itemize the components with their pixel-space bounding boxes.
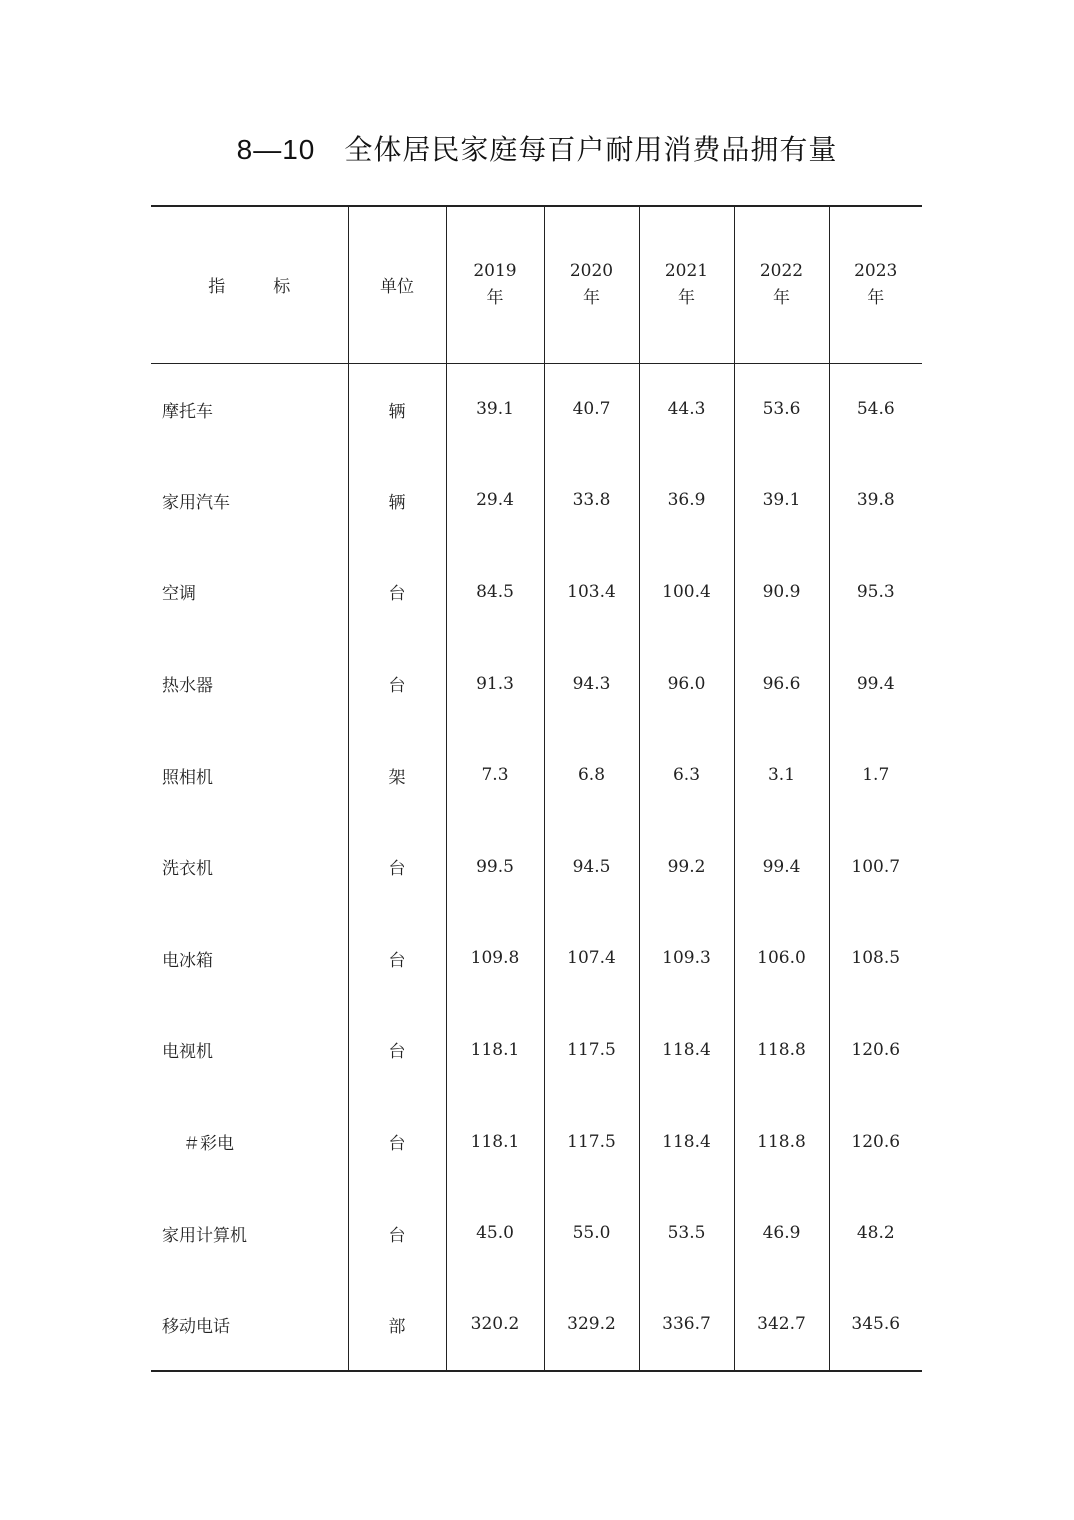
row-unit: 台 [348, 913, 446, 1005]
header-row [151, 206, 922, 363]
row-value-2021: 53.5 [639, 1187, 734, 1279]
table-row [151, 821, 922, 913]
row-value-2020: 6.8 [544, 729, 639, 821]
row-value-2020: 117.5 [544, 1096, 639, 1188]
row-value-2023: 54.6 [829, 363, 922, 455]
table-row [151, 1096, 922, 1188]
statistics-table [151, 205, 922, 1372]
row-value-2021: 6.3 [639, 729, 734, 821]
row-value-2022: 342.7 [734, 1279, 829, 1371]
table-row [151, 1187, 922, 1279]
row-value-2022: 90.9 [734, 546, 829, 638]
row-indicator-name: 家用计算机 [162, 1225, 247, 1246]
row-value-2022: 46.9 [734, 1187, 829, 1279]
row-value-2022: 53.6 [734, 363, 829, 455]
row-value-2021: 96.0 [639, 638, 734, 730]
header-year-2023 [829, 206, 922, 363]
row-value-2020: 94.5 [544, 821, 639, 913]
header-year-number: 2022 [759, 260, 804, 281]
row-indicator-name: ＃彩电 [183, 1134, 234, 1155]
header-year-suffix: 年 [486, 287, 504, 308]
row-indicator-name: 家用汽车 [162, 492, 230, 513]
row-value-2019: 99.5 [446, 821, 544, 913]
row-value-2020: 103.4 [544, 546, 639, 638]
header-indicator [151, 206, 348, 363]
header-year-2021 [639, 206, 734, 363]
row-indicator-name: 热水器 [162, 676, 213, 697]
row-value-2019: 7.3 [446, 729, 544, 821]
row-value-2019: 109.8 [446, 913, 544, 1005]
header-year-suffix: 年 [583, 287, 600, 308]
row-value-2022: 3.1 [734, 729, 829, 821]
row-indicator-name: 空调 [162, 584, 196, 605]
row-value-2023: 99.4 [829, 638, 922, 730]
header-unit: 单位 [348, 206, 446, 363]
header-year-number: 2019 [473, 260, 517, 281]
row-value-2022: 118.8 [734, 1096, 829, 1188]
row-value-2023: 100.7 [829, 821, 922, 913]
header-year-suffix: 年 [678, 287, 695, 308]
row-unit: 架 [348, 729, 446, 821]
row-value-2022: 39.1 [734, 455, 829, 547]
table-row [151, 913, 922, 1005]
row-value-2021: 118.4 [639, 1004, 734, 1096]
table-row [151, 729, 922, 821]
row-value-2019: 39.1 [446, 363, 544, 455]
row-indicator-name: 洗衣机 [162, 859, 213, 880]
table-row [151, 455, 922, 547]
table-row [151, 1279, 922, 1371]
header-year-suffix: 年 [773, 287, 790, 308]
row-value-2021: 336.7 [639, 1279, 734, 1371]
row-value-2023: 345.6 [829, 1279, 922, 1371]
row-unit: 部 [348, 1279, 446, 1371]
row-indicator-name: 电冰箱 [162, 950, 213, 971]
table-title: 8—10 全体居民家庭每百户耐用消费品拥有量 [236, 134, 838, 165]
row-value-2020: 55.0 [544, 1187, 639, 1279]
row-value-2019: 45.0 [446, 1187, 544, 1279]
row-indicator-name: 电视机 [162, 1042, 213, 1063]
row-value-2019: 29.4 [446, 455, 544, 547]
row-unit: 台 [348, 821, 446, 913]
row-value-2023: 120.6 [829, 1004, 922, 1096]
row-unit: 台 [348, 638, 446, 730]
row-value-2020: 94.3 [544, 638, 639, 730]
table-row [151, 363, 922, 455]
row-value-2019: 118.1 [446, 1096, 544, 1188]
row-value-2020: 107.4 [544, 913, 639, 1005]
row-value-2021: 44.3 [639, 363, 734, 455]
row-value-2022: 106.0 [734, 913, 829, 1005]
row-unit: 辆 [348, 455, 446, 547]
row-value-2022: 99.4 [734, 821, 829, 913]
row-value-2023: 39.8 [829, 455, 922, 547]
row-unit: 台 [348, 546, 446, 638]
header-indicator-right: 标 [273, 277, 291, 298]
row-value-2019: 320.2 [446, 1279, 544, 1371]
table-row [151, 1004, 922, 1096]
header-year-2022 [734, 206, 829, 363]
header-year-number: 2020 [569, 260, 614, 281]
row-value-2023: 108.5 [829, 913, 922, 1005]
row-indicator-name: 照相机 [162, 767, 213, 788]
row-unit: 台 [348, 1187, 446, 1279]
row-value-2023: 48.2 [829, 1187, 922, 1279]
row-unit: 台 [348, 1004, 446, 1096]
header-indicator-left: 指 [208, 277, 226, 298]
row-indicator-name: 移动电话 [151, 1279, 348, 1371]
row-value-2019: 91.3 [446, 638, 544, 730]
header-year-2020 [544, 206, 639, 363]
table-row [151, 638, 922, 730]
row-value-2020: 117.5 [544, 1004, 639, 1096]
row-value-2022: 118.8 [734, 1004, 829, 1096]
row-value-2022: 96.6 [734, 638, 829, 730]
row-value-2023: 120.6 [829, 1096, 922, 1188]
row-value-2020: 40.7 [544, 363, 639, 455]
row-value-2019: 118.1 [446, 1004, 544, 1096]
row-value-2019: 84.5 [446, 546, 544, 638]
row-value-2021: 109.3 [639, 913, 734, 1005]
row-value-2020: 33.8 [544, 455, 639, 547]
row-value-2020: 329.2 [544, 1279, 639, 1371]
header-year-2019 [446, 206, 544, 363]
header-year-suffix: 年 [867, 287, 885, 308]
row-value-2021: 100.4 [639, 546, 734, 638]
header-year-number: 2023 [854, 260, 898, 281]
row-unit: 辆 [348, 363, 446, 455]
row-value-2021: 36.9 [639, 455, 734, 547]
row-unit: 台 [348, 1096, 446, 1188]
table-body [151, 363, 922, 1371]
row-value-2023: 1.7 [829, 729, 922, 821]
table-row [151, 546, 922, 638]
row-indicator-name: 摩托车 [162, 401, 213, 422]
row-value-2021: 99.2 [639, 821, 734, 913]
row-value-2021: 118.4 [639, 1096, 734, 1188]
row-value-2023: 95.3 [829, 546, 922, 638]
header-year-number: 2021 [664, 260, 709, 281]
